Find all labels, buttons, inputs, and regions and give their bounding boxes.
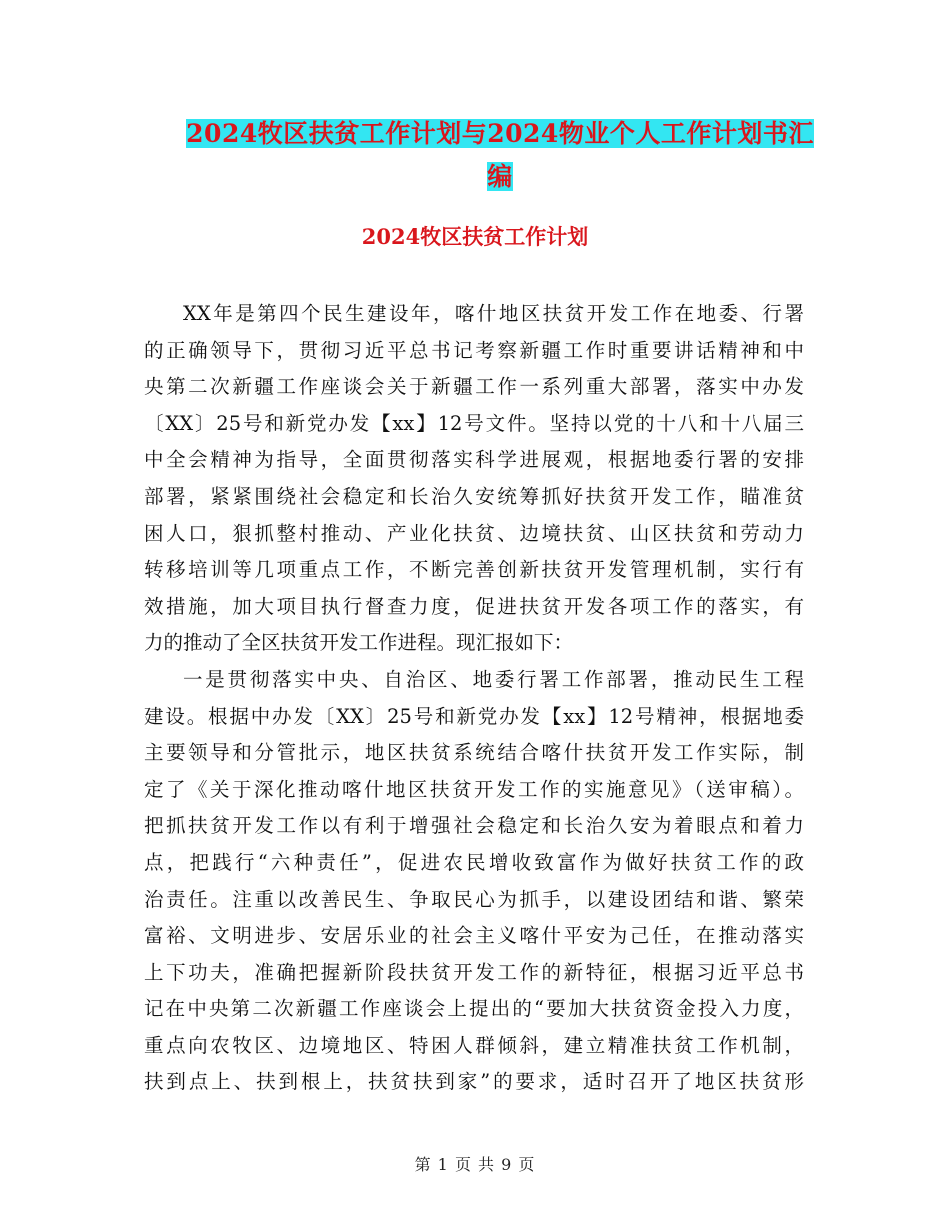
paragraph-1-line: 效措施，加大项目执行督查力度，促进扶贫开发各项工作的落实，有 [144, 594, 804, 618]
paragraph-2-line: 主要领导和分管批示，地区扶贫系统结合喀什扶贫开发工作实际，制 [144, 741, 804, 765]
paragraph-1-line: 力的推动了全区扶贫开发工作进程。现汇报如下： [144, 631, 574, 655]
paragraph-2-line: 建设。根据中办发〔XX〕25号和新党办发【xx】12号精神，根据地委 [144, 704, 804, 728]
paragraph-1-line: 困人口，狠抓整村推动、产业化扶贫、边境扶贫、山区扶贫和劳动力 [144, 521, 804, 545]
page-footer: 第 1 页 共 9 页 [414, 1155, 536, 1174]
paragraph-2-line: 重点向农牧区、边境地区、特困人群倾斜，建立精准扶贫工作机制， [144, 1033, 804, 1057]
paragraph-2-line: 治责任。注重以改善民生、争取民心为抓手，以建设团结和谐、繁荣 [144, 887, 804, 911]
paragraph-1-line: 中全会精神为指导，全面贯彻落实科学进展观，根据地委行署的安排 [144, 448, 804, 472]
paragraph-2-line: 扶到点上、扶到根上，扶贫扶到家”的要求，适时召开了地区扶贫形 [144, 1070, 804, 1094]
paragraph-2-line: 上下功夫，准确把握新阶段扶贫开发工作的新特征，根据习近平总书 [144, 960, 804, 984]
paragraph-2-line: 点，把践行“六种责任”，促进农民增收致富作为做好扶贫工作的政 [144, 850, 804, 874]
paragraph-2-line: 定了《关于深化推动喀什地区扶贫开发工作的实施意见》（送审稿）。 [144, 777, 804, 801]
paragraph-1-line: 央第二次新疆工作座谈会关于新疆工作一系列重大部署，落实中办发 [144, 375, 804, 399]
document-title [150, 112, 850, 198]
paragraph-2-line: 一是贯彻落实中央、自治区、地委行署工作部署，推动民生工程 [183, 667, 804, 691]
section-title: 2024牧区扶贫工作计划 [361, 224, 589, 249]
paragraph-1-line: 的正确领导下，贯彻习近平总书记考察新疆工作时重要讲话精神和中 [144, 338, 804, 362]
paragraph-2-line: 富裕、文明进步、安居乐业的社会主义喀什平安为己任，在推动落实 [144, 924, 804, 948]
paragraph-1-line: 转移培训等几项重点工作，不断完善创新扶贫开发管理机制，实行有 [144, 558, 804, 582]
document-title-line-2: 编 [487, 162, 513, 191]
body-text [144, 296, 804, 1101]
paragraph-1-line: 〔XX〕25号和新党办发【xx】12号文件。坚持以党的十八和十八届三 [144, 411, 804, 435]
paragraph-2-line: 把抓扶贫开发工作以有利于增强社会稳定和长治久安为着眼点和着力 [144, 814, 804, 838]
paragraph-1-line: XX年是第四个民生建设年，喀什地区扶贫开发工作在地委、行署 [183, 302, 804, 325]
document-title-line-1: 2024牧区扶贫工作计划与2024物业个人工作计划书汇 [186, 119, 814, 148]
paragraph-1-line: 部署，紧紧围绕社会稳定和长治久安统筹抓好扶贫开发工作，瞄准贫 [144, 484, 804, 508]
paragraph-2-line: 记在中央第二次新疆工作座谈会上提出的“要加大扶贫资金投入力度， [144, 997, 804, 1021]
